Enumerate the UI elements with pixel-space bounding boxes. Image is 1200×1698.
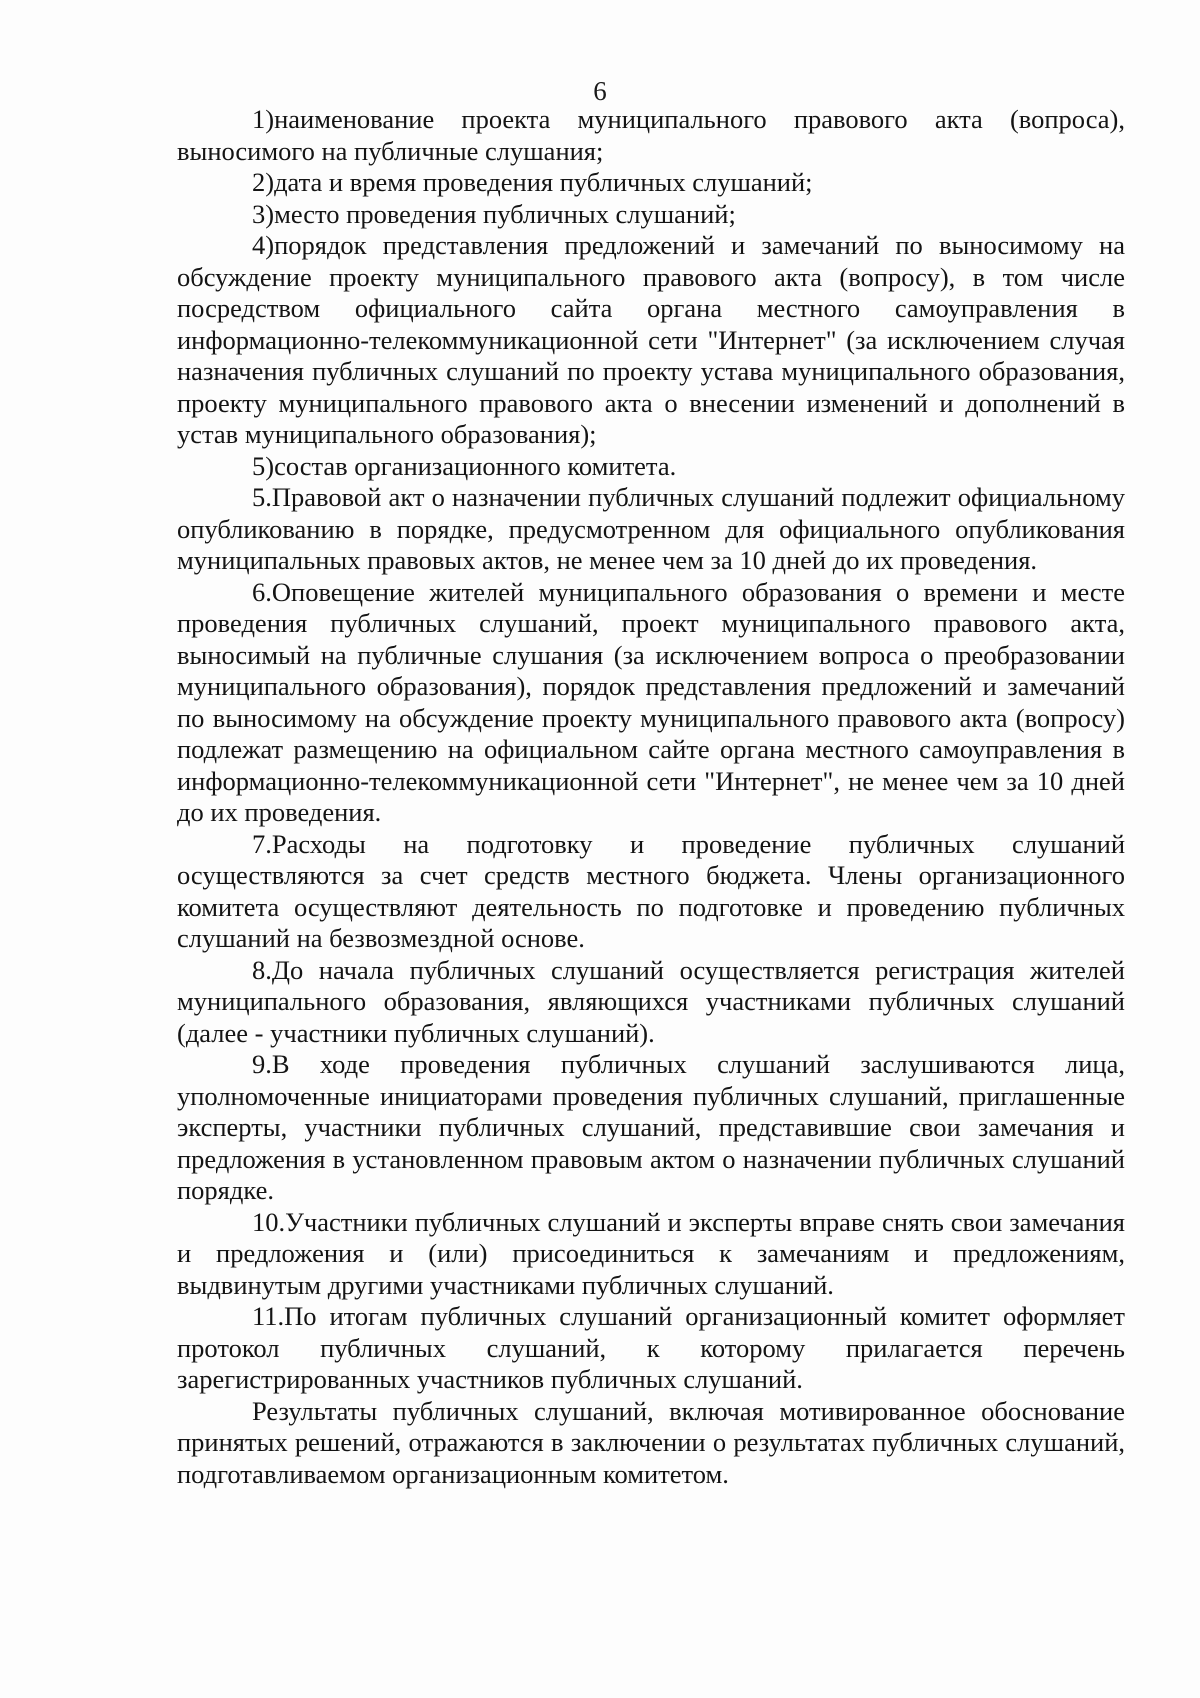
paragraph-section-7: 7.Расходы на подготовку и проведение публичных слушаний осуществляются за счет средств местного бюджета. Члены организационного комитета осуществляют деятельность по подготовке и проведению публичных слушаний на безвозмездной основе. (177, 828, 1125, 953)
paragraph-section-5: 5.Правовой акт о назначении публичных слушаний подлежит официальному опубликованию в порядке, предусмотренном для официального опубликования муниципальных правовых актов, не менее чем за 10 дней до их проведения. (177, 482, 1125, 575)
paragraph-section-10: 10.Участники публичных слушаний и эксперты вправе снять свои замечания и предложения и (или) присоединиться к замечаниям и предложениям, выдвинутым другими участниками публичных слушаний. (177, 1206, 1125, 1300)
document-body (177, 104, 1125, 1490)
paragraph-results: Результаты публичных слушаний, включая мотивированное обоснование принятых решений, отражаются в заключении о результатах публичных слушаний, подготавливаемом организационным комитетом. (177, 1395, 1125, 1489)
paragraph-item-5: 5)состав организационного комитета. (252, 450, 677, 481)
paragraph-section-8: 8.До начала публичных слушаний осуществляется регистрация жителей муниципального образования, являющихся участниками публичных слушаний (далее - участники публичных слушаний). (177, 954, 1125, 1048)
paragraph-item-2: 2)дата и время проведения публичных слушаний; (252, 167, 813, 197)
page-number: 6 (593, 76, 607, 106)
paragraph-section-11: 11.По итогам публичных слушаний организационный комитет оформляет протокол публичных слушаний, к которому прилагается перечень зарегистрированных участников публичных слушаний. (177, 1301, 1125, 1394)
paragraph-item-3: 3)место проведения публичных слушаний; (252, 198, 736, 229)
paragraph-section-6: 6.Оповещение жителей муниципального образования о времени и месте проведения публичных слушаний, проект муниципального правового акта, выносимый на публичные слушания (за исключением вопроса о преобразовании муниципального образования), порядок представления предложений и замечаний по выносимому на обсуждение проекту муниципального правового акта (вопросу) подлежат размещению на официальном сайте органа местного самоуправления в информационно-телекоммуникационной сети "Интернет", не менее чем за 10 дней до их проведения. (177, 576, 1125, 827)
paragraph-item-4: 4)порядок представления предложений и замечаний по выносимому на обсуждение проекту муниципального правового акта (вопросу), в том числе посредством официального сайта органа местного самоуправления в информационно-телекоммуникационной сети "Интернет" (за исключением случая назначения публичных слушаний по проекту устава муниципального образования, проекту муниципального правового акта о внесении изменений и дополнений в устав муниципального образования); (177, 230, 1125, 449)
paragraph-section-9: 9.В ходе проведения публичных слушаний заслушиваются лица, уполномоченные инициаторами проведения публичных слушаний, приглашенные эксперты, участники публичных слушаний, представившие свои замечания и предложения в установленном правовым актом о назначении публичных слушаний порядке. (177, 1049, 1125, 1205)
paragraph-item-1: 1)наименование проекта муниципального правового акта (вопроса), выносимого на публичные слушания; (177, 104, 1125, 166)
